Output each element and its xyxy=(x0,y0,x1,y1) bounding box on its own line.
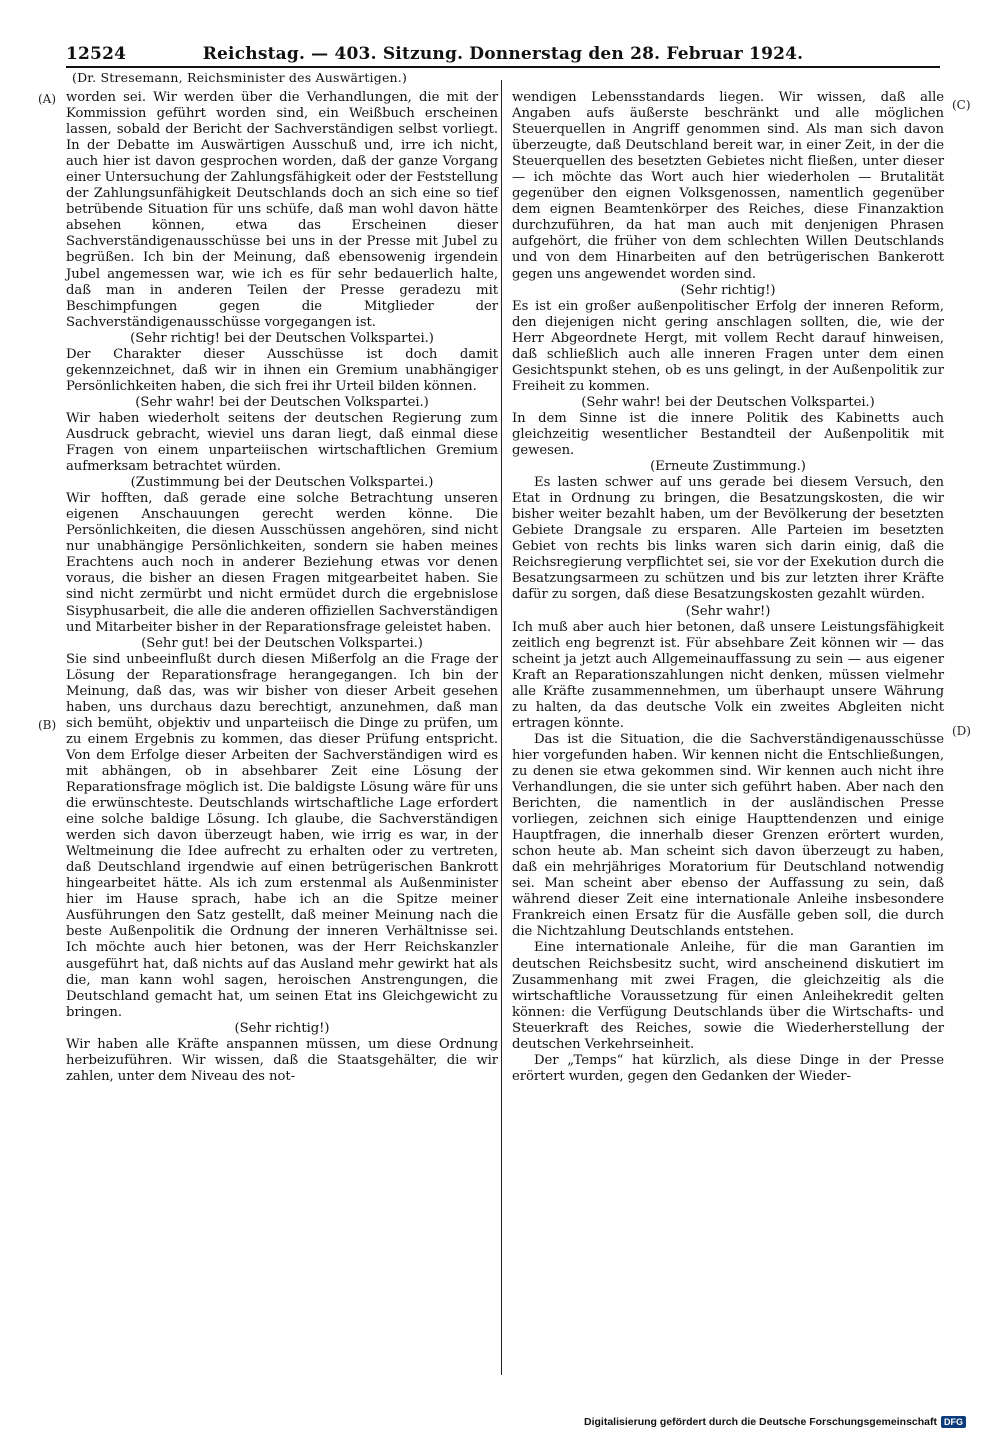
speaker-line: (Dr. Stresemann, Reichsminister des Auswärtigen.) xyxy=(72,70,408,85)
right-column xyxy=(512,90,944,1085)
interjection: (Sehr richtig! bei der Deutschen Volkspartei.) xyxy=(130,330,434,346)
paragraph: Der „Temps“ hat kürzlich, als diese Dinge in der Presse erörtert wurden, gegen den Gedanken der Wieder- xyxy=(512,1052,944,1084)
paragraph: Sie sind unbeeinflußt durch diesen Mißerfolg an die Frage der Lösung der Reparationsfrage herangegangen. Ich bin der Meinung, daß das, was wir bisher von dieser Arbeit gesehen haben, uns durchaus dazu berechtigt, anzunehmen, daß man sich bemüht, objektiv und unparteiisch die Dinge zu prüfen, um zu einem Ergebnis zu kommen, das dieser Prüfung entspricht. Von dem Erfolge dieser Arbeiten der Sachverständigen wird es mit abhängen, ob in absehbarer Zeit eine Lösung der Reparationsfrage möglich ist. Die baldigste Lösung wäre für uns die erwünschteste. Deutschlands wirtschaftliche Lage erfordert eine solche baldige Lösung. Ich glaube, die Sachverständigen werden sich davon überzeugt haben, wie irrig es war, in der Weltmeinung die Idee aufrecht zu erhalten oder zu vertreten, daß Deutschland irgendwie auf einen betrügerischen Bankrott hingearbeitet hätte. Als ich zum erstenmal als Außenminister hier im Hause sprach, habe ich an die Spitze meiner Ausführungen den Satz gestellt, daß meiner Meinung nach die beste Außenpolitik die Ordnung der inneren Verhältnisse sei. Ich möchte auch hier betonen, was der Herr Reichskanzler ausgeführt hat, daß nichts auf das Ausland mehr gewirkt hat als die, man kann wohl sagen, heroischen Anstrengungen, die Deutschland gemacht hat, um seinen Etat ins Gleichgewicht zu bringen. xyxy=(66,651,498,1020)
paragraph: wendigen Lebensstandards liegen. Wir wissen, daß alle Angaben aufs äußerste beschränkt und alle möglichen Steuerquellen in Angriff genommen sind. Als man sich davon überzeugte, daß Deutschland bereit war, in einer Zeit, in der die Steuerquellen des besetzten Gebietes nicht fließen, unter dieser — ich möchte das Wort auch hier wiederholen — Brutalität gegenüber den eignen Volksgenossen, namentlich gegenüber dem eignen Beamtenkörper des Reiches, diese Finanzaktion durchzuführen, da hat man auch mit denjenigen Phrasen aufgehört, die früher von dem schlechten Willen Deutschlands und von dem Hinarbeiten auf den betrügerischen Bankerott gegen uns angewendet worden sind. xyxy=(512,90,944,282)
paragraph: Der Charakter dieser Ausschüsse ist doch damit gekennzeichnet, daß wir in ihnen ein Gremium unabhängiger Persönlichkeiten haben, die sich frei ihr Urteil bilden können. xyxy=(66,346,498,394)
paragraph: Es ist ein großer außenpolitischer Erfolg der inneren Reform, den diejenigen nicht gering anschlagen sollten, die, wie der Herr Abgeordnete Hergt, mit vollem Recht darauf hinweisen, daß schließlich auch alle inneren Fragen unter dem einen Gesichtspunkt stehen, ob es uns gelingt, in der Außenpolitik zur Freiheit zu kommen. xyxy=(512,298,944,394)
footer-text: Digitalisierung gefördert durch die Deutsche Forschungsgemeinschaft xyxy=(584,1416,937,1428)
footer-credit xyxy=(584,1416,966,1428)
interjection: (Sehr wahr! bei der Deutschen Volkspartei.) xyxy=(135,394,429,410)
paragraph: In dem Sinne ist die innere Politik des Kabinetts auch gleichzeitig wesentlicher Bestandteil der Außenpolitik mit gewesen. xyxy=(512,410,944,459)
margin-mark-c: (C) xyxy=(952,98,971,112)
page-number: 12524 xyxy=(66,44,127,64)
page-header xyxy=(66,44,940,66)
interjection: (Erneute Zustimmung.) xyxy=(650,459,806,475)
interjection: (Sehr gut! bei der Deutschen Volkspartei.) xyxy=(141,635,423,651)
paragraph: Ich muß aber auch hier betonen, daß unsere Leistungsfähigkeit zeitlich eng begrenzt ist. Für absehbare Zeit können wir — das scheint ja jetzt auch Allgemeinauffassung zu sein — aus eigener Kraft an Reparationszahlungen nicht denken, müssen vielmehr alle Kräfte zusammennehmen, um überhaupt unsere Währung zu halten, da das deutsche Volk ein zweites Abgleiten nicht ertragen könnte. xyxy=(512,619,944,731)
paragraph: Es lasten schwer auf uns gerade bei diesem Versuch, den Etat in Ordnung zu bringen, die Besatzungskosten, die wir bisher weiter bezahlt haben, um der Bevölkerung der besetzten Gebiete Drangsale zu ersparen. Alle Parteien im besetzten Gebiet von rechts bis links waren sich darin einig, daß die Reichsregierung verpflichtet sei, sie vor der Exekution durch die Besatzungsarmeen zu schützen und bis zur letzten ihrer Kräfte dafür zu sorgen, daß diese Besatzungskosten gezahlt würden. xyxy=(512,475,944,603)
paragraph: worden sei. Wir werden über die Verhandlungen, die mit der Kommission geführt worden sind, ein Weißbuch erscheinen lassen, sobald der Bericht der Sachverständigen selbst vorliegt. In der Debatte im Auswärtigen Ausschuß und, irre ich nicht, auch hier ist davon gesprochen worden, daß der ganze Vorgang einer Untersuchung der Zahlungsfähigkeit oder der Feststellung der Zahlungsunfähigkeit Deutschlands doch an sich eine so tief betrübende Situation für uns schüfe, daß man wohl davon hätte absehen können, etwa das Erscheinen dieser Sachverständigenausschüsse bei uns in der Presse mit Jubel zu begrüßen. Ich bin der Meinung, daß ebensowenig irgendein Jubel angemessen war, wie ich es für sehr bedauerlich halte, daß man in anderen Teilen der Presse geradezu mit Beschimpfungen gegen die Mitglieder der Sachverständigenausschüsse vorgegangen ist. xyxy=(66,90,498,330)
interjection: (Sehr wahr!) xyxy=(685,603,771,619)
paragraph: Das ist die Situation, die die Sachverständigenausschüsse hier vorgefunden haben. Wir kennen nicht die Entschließungen, zu denen sie etwa gekommen sind. Wir kennen auch nicht ihre Verhandlungen, die sie unter sich geführt haben. Aber nach den Berichten, die namentlich in der ausländischen Presse vorliegen, zeichnen sich einige Haupttendenzen und einige Hauptfragen, die innerhalb dieser Grenzen erörtert wurden, schon heute ab. Man scheint sich davon überzeugt zu haben, daß ein mehrjähriges Moratorium für Deutschland notwendig sei. Man scheint aber ebenso der Auffassung zu sein, daß während dieser Zeit eine internationale Anleihe insbesondere Frankreich einen Ersatz für die Ausfälle geben soll, die durch die Nichtzahlung Deutschlands entstehen. xyxy=(512,731,944,940)
paragraph: Wir haben wiederholt seitens der deutschen Regierung zum Ausdruck gebracht, wieviel uns daran liegt, daß einmal diese Fragen von einem unparteiischen wirtschaftlichen Gremium aufmerksam betrachtet würden. xyxy=(66,410,498,475)
interjection: (Sehr wahr! bei der Deutschen Volkspartei.) xyxy=(581,394,875,410)
header-rule xyxy=(66,66,940,68)
margin-mark-d: (D) xyxy=(952,724,971,738)
margin-mark-b: (B) xyxy=(38,718,57,732)
paragraph: Wir hofften, daß gerade eine solche Betrachtung unseren eigenen Anschauungen gerecht werden könne. Die Persönlichkeiten, die diesen Ausschüssen angehören, sind nicht nur unabhängige Persönlichkeiten, sondern sie haben meines Erachtens auch noch in anderer Beziehung etwas vor denen voraus, die bisher an diesen Fragen mitgearbeitet haben. Sie sind nicht zermürbt und nicht ermüdet durch die ergebnislose Sisyphusarbeit, die alle die anderen offiziellen Sachverständigen und Mitarbeiter bisher in der Reparationsfrage geleistet haben. xyxy=(66,491,498,635)
dfg-logo: DFG xyxy=(941,1416,966,1428)
page-title: Reichstag. — 403. Sitzung. Donnerstag den 28. Februar 1924. xyxy=(202,44,804,64)
left-column xyxy=(66,90,498,1085)
paragraph: Eine internationale Anleihe, für die man Garantien im deutschen Reichsbesitz sucht, wird anscheinend diskutiert im Zusammenhang mit zwei Fragen, die gleichzeitig als die wirtschaftliche Voraussetzung für einen Anleihekredit gelten können: die Verfügung Deutschlands über die Wirtschafts- und Steuerkraft des Reiches, sowie die Wiederherstellung der deutschen Verkehrseinheit. xyxy=(512,940,944,1052)
paragraph: Wir haben alle Kräfte anspannen müssen, um diese Ordnung herbeizuführen. Wir wissen, daß die Staatsgehälter, die wir zahlen, unter dem Niveau des not- xyxy=(66,1036,498,1084)
interjection: (Sehr richtig!) xyxy=(234,1020,330,1036)
margin-mark-a: (A) xyxy=(38,92,57,106)
interjection: (Zustimmung bei der Deutschen Volkspartei.) xyxy=(130,475,434,491)
interjection: (Sehr richtig!) xyxy=(680,282,776,298)
column-divider xyxy=(501,80,502,1375)
